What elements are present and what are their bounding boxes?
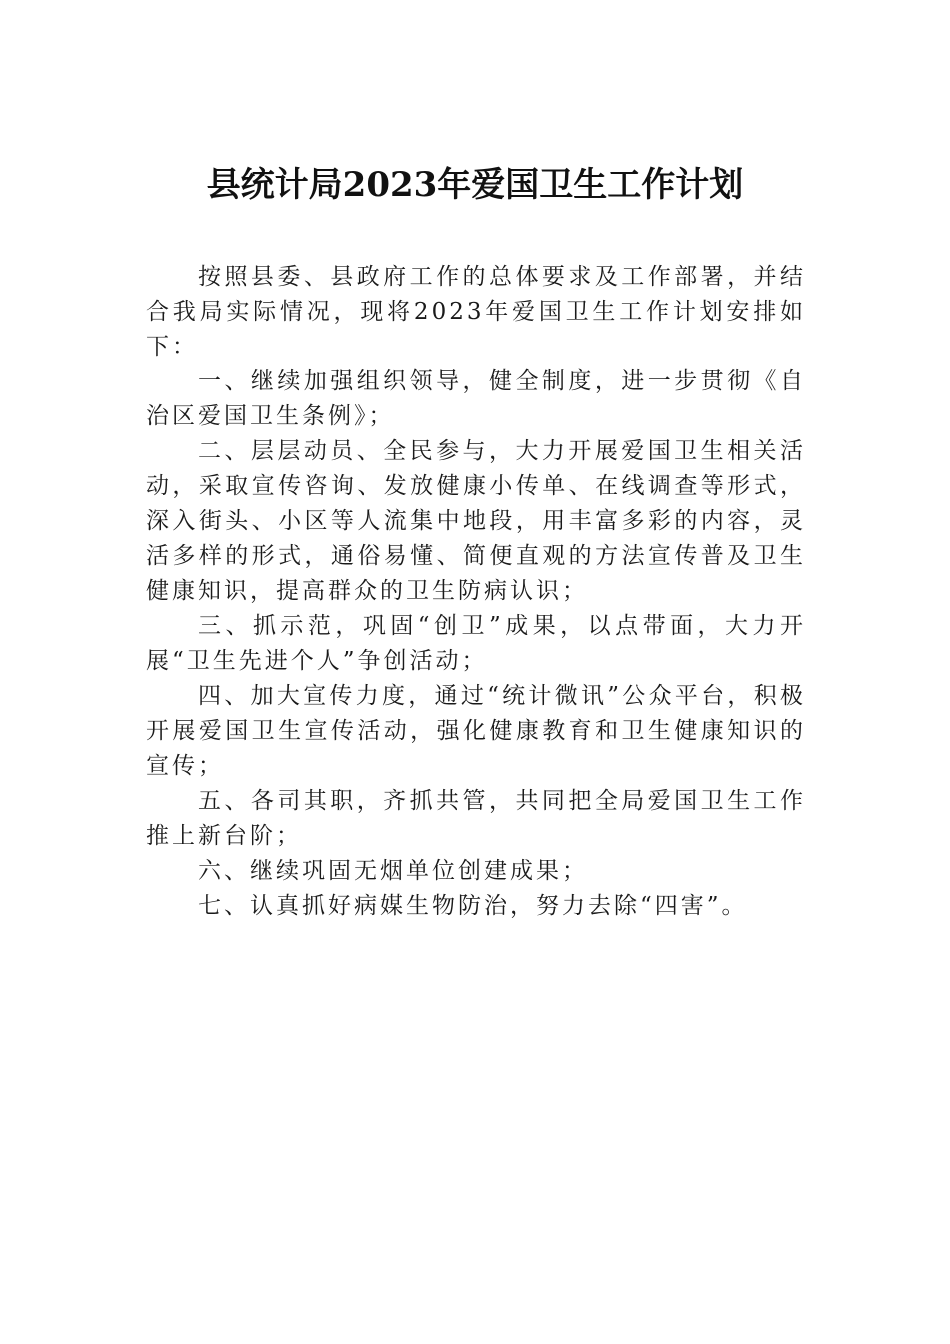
document-title: 县统计局2023年爱国卫生工作计划 — [206, 165, 744, 205]
plan-item-5: 五、各司其职，齐抓共管，共同把全局爱国卫生工作推上新台阶； — [146, 788, 806, 849]
plan-item-4: 四、加大宣传力度，通过“统计微讯”公众平台，积极开展爱国卫生宣传活动，强化健康教育和卫生健康知识的宣传； — [146, 683, 806, 779]
intro-paragraph: 按照县委、县政府工作的总体要求及工作部署，并结合我局实际情况，现将2023年爱国卫生工作计划安排如下： — [146, 264, 806, 360]
plan-item-6: 六、继续巩固无烟单位创建成果； — [198, 858, 588, 884]
plan-item-1: 一、继续加强组织领导，健全制度，进一步贯彻《自治区爱国卫生条例》； — [146, 368, 806, 429]
intro-section — [146, 260, 806, 365]
plan-item-3: 三、抓示范，巩固“创卫”成果，以点带面，大力开展“卫生先进个人”争创活动； — [146, 613, 806, 674]
plan-item-7: 七、认真抓好病媒生物防治，努力去除“四害”。 — [198, 893, 748, 919]
plan-item-2: 二、层层动员、全民参与，大力开展爱国卫生相关活动，采取宣传咨询、发放健康小传单、在线调查等形式，深入街头、小区等人流集中地段，用丰富多彩的内容，灵活多样的形式，通俗易懂、简便直观的方法宣传普及卫生健康知识，提高群众的卫生防病认识； — [146, 438, 806, 604]
plan-items-section — [146, 364, 806, 924]
